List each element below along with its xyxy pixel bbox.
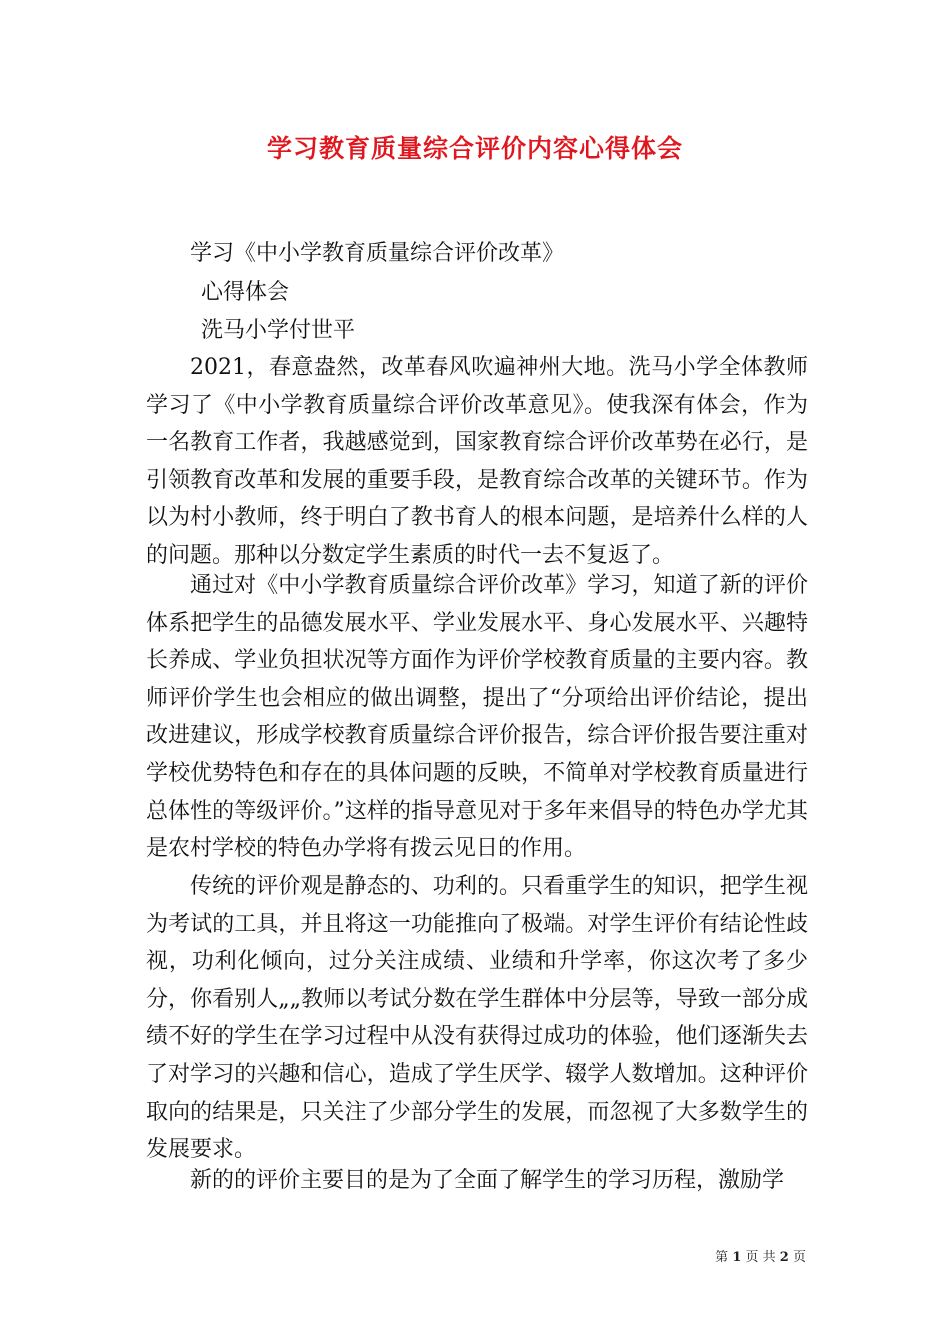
paragraph-4: 新的的评价主要目的是为了全面了解学生的学习历程，激励学 xyxy=(190,1168,785,1193)
footer-middle: 页 共 xyxy=(745,1250,776,1265)
footer-prefix: 第 xyxy=(715,1250,729,1265)
heading-line-3: 洗马小学付世平 xyxy=(201,318,356,343)
paragraph-2: 通过对《中小学教育质量综合评价改革》学习，知道了新的评价体系把学生的品德发展水平、学业发展水平、身心发展水平、兴趣特长养成、学业负担状况等方面作为评价学校教育质量的主要内容。教师评价学生也会相应的做出调整，提出了“分项给出评价结论，提出改进建议，形成学校教育质量综合评价报告，综合评价报告要注重对学校优势特色和存在的具体问题的反映，不简单对学校教育质量进行总体性的等级评价。”这样的指导意见对于多年来倡导的特色办学尤其是农村学校的特色办学将有拨云见日的作用。 xyxy=(146,573,808,862)
footer-suffix: 页 xyxy=(792,1250,806,1265)
heading-line-1: 学习《中小学教育质量综合评价改革》 xyxy=(190,241,565,266)
footer-total-pages: 2 xyxy=(779,1250,789,1265)
page-footer xyxy=(715,1249,806,1267)
paragraph-1: 2021，春意盎然，改革春风吹遍神州大地。洗马小学全体教师学习了《中小学教育质量综合评价改革意见》。使我深有体会，作为一名教育工作者，我越感觉到，国家教育综合评价改革势在必行，是引领教育改革和发展的重要手段，是教育综合改革的关键环节。作为以为村小教师，终于明白了教书育人的根本问题，是培养什么样的人的问题。那种以分数定学生素质的时代一去不复返了。 xyxy=(146,355,808,568)
paragraph-3: 传统的评价观是静态的、功利的。只看重学生的知识，把学生视为考试的工具，并且将这一功能推向了极端。对学生评价有结论性歧视，功利化倾向，过分关注成绩、业绩和升学率，你这次考了多少分，你看别人„„教师以考试分数在学生群体中分层等，导致一部分成绩不好的学生在学习过程中从没有获得过成功的体验，他们逐渐失去了对学习的兴趣和信心，造成了学生厌学、辍学人数增加。这种评价取向的结果是，只关注了少部分学生的发展，而忽视了大多数学生的发展要求。 xyxy=(146,874,808,1163)
footer-current-page: 1 xyxy=(732,1250,742,1265)
document-title: 学习教育质量综合评价内容心得体会 xyxy=(266,134,683,163)
heading-line-2: 心得体会 xyxy=(201,280,290,305)
